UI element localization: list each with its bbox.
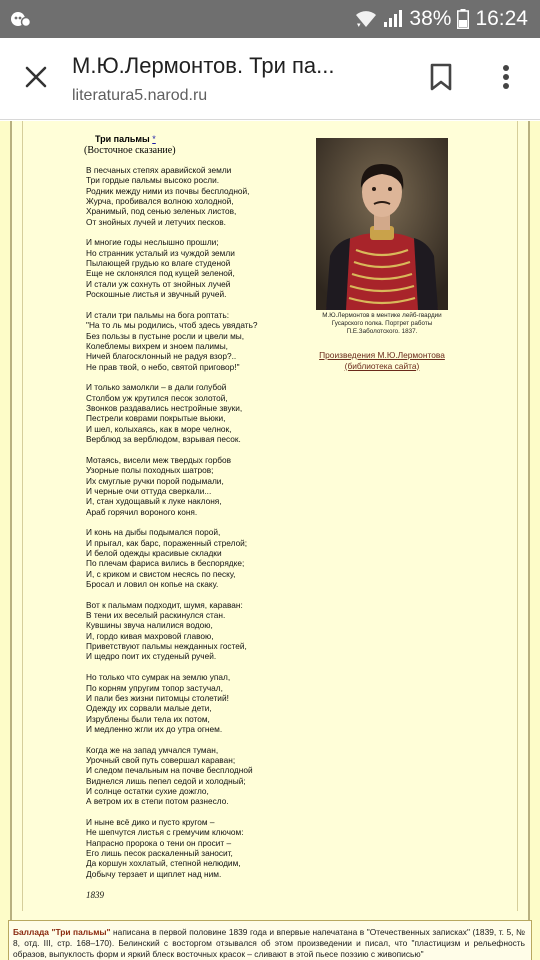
poem-line: Да коршун хохлатый, степной нелюдим, <box>86 858 241 869</box>
status-bar <box>0 0 540 38</box>
poem-year: 1839 <box>86 889 104 900</box>
poem-line: И стали три пальмы на бога роптать: <box>86 309 230 320</box>
poem-line: И стали уж сохнуть от знойных лучей <box>86 278 231 289</box>
poem-line: И, с криком и свистом несясь по песку, <box>86 568 236 579</box>
portrait-image <box>316 138 448 310</box>
poem-title <box>95 134 156 144</box>
bookmark-button[interactable] <box>425 62 457 96</box>
poem-line: И, гордо кивая махровой главою, <box>86 630 214 641</box>
poem-line: Изрублены были тела их потом, <box>86 713 210 724</box>
poem-line: В песчаных степях аравийской земли <box>86 165 232 175</box>
poem-line: Одежду их сорвали малые дети, <box>86 703 212 714</box>
poem-line: И шел, колыхаясь, как в море челнок, <box>86 423 232 434</box>
poem-line: Родник между ними из почвы бесплодной, <box>86 185 250 196</box>
poem-subtitle: (Восточное сказание) <box>84 145 176 156</box>
more-options-button[interactable] <box>490 62 522 96</box>
poem-line: Роскошные листья и звучный ручей. <box>86 289 227 300</box>
web-page <box>0 121 540 960</box>
poem-line: И медленно жгли их до утра огнем. <box>86 723 223 734</box>
more-vert-icon <box>502 64 510 95</box>
poem-line: Араб горячил вороного коня. <box>86 506 198 517</box>
poem-line: И щедро поит их студеный ручей. <box>86 651 217 662</box>
poem-line: Колеблемы вихрем и зноем палимы, <box>86 340 228 351</box>
bookmark-icon <box>430 63 452 96</box>
poem-stanza <box>86 527 306 589</box>
poem-line: И многие годы неслышно прошли; <box>86 237 219 248</box>
poem-line: Кувшины звуча налилися водою, <box>86 620 213 631</box>
signal-icon <box>383 10 403 28</box>
poem-line: Но странник усталый из чуждой земли <box>86 247 235 258</box>
poem-line: И прыгал, как барс, пораженный стрелой; <box>86 537 248 548</box>
poem-line: Столбом уж крутился песок золотой, <box>86 392 228 403</box>
poem-line: А ветром их в степи потом разнесло. <box>86 796 229 807</box>
poem-line: Без пользы в пустыне росли и цвели мы, <box>86 330 245 341</box>
poem-stanza <box>86 310 306 372</box>
portrait-caption: М.Ю.Лермонтов в ментике лейб-гвардии Гусарского полка. Портрет работы П.Е.Заболотского. 1837. <box>322 312 442 336</box>
poem-line: Виднелся лишь пепел седой и холодный; <box>86 775 246 786</box>
poem-line: Приветствуют пальмы нежданных гостей, <box>86 641 247 652</box>
poem-line: По корням упругим топор застучал, <box>86 682 223 693</box>
poem-line: И черные очи оттуда сверкали... <box>86 485 212 496</box>
poem-line: Когда же на запад умчался туман, <box>86 744 219 755</box>
footnote-link[interactable]: * <box>152 134 156 144</box>
poem-stanza <box>86 817 306 879</box>
ballad-note-lead: Баллада "Три пальмы" <box>13 927 111 937</box>
poem-text <box>86 165 306 900</box>
poem-line: Узорные полы походных шатров; <box>86 465 214 476</box>
poem-title-text: Три пальмы <box>95 134 150 144</box>
poem-stanza <box>86 165 306 227</box>
poem-line: И конь на дыбы подымался порой, <box>86 527 221 538</box>
clock: 16:24 <box>475 7 528 30</box>
poem-line: Еще не склонялся под кущей зеленой, <box>86 268 235 279</box>
poem-line: Бросал и ловил он копье на скаку. <box>86 578 219 589</box>
poem-line: По плечам фариса вились в беспорядке; <box>86 558 245 569</box>
poem-line: И пали без жизни питомцы столетий! <box>86 692 229 703</box>
wifi-icon <box>355 10 377 28</box>
poem-line: Добычу терзает и щиплет над ним. <box>86 868 222 879</box>
poem-line: В тени их веселый раскинулся стан. <box>86 610 226 621</box>
poem-line: Три гордые пальмы высоко росли. <box>86 175 220 186</box>
poem-line: Напрасно пророка о тени он просит – <box>86 837 232 848</box>
battery-icon <box>457 9 469 29</box>
poem-line: И только замолкли – в дали голубой <box>86 382 227 393</box>
svg-text:▾: ▾ <box>357 22 361 28</box>
poem-stanza <box>86 600 306 662</box>
custom-tab-header <box>0 38 540 120</box>
poem-line: Журча, пробивался волною холодной, <box>86 196 234 207</box>
poem-line: Звонков раздавались нестройные звуки, <box>86 403 243 414</box>
poem-line: Не шепчутся листья с гремучим ключом: <box>86 827 244 838</box>
poem-stanza <box>86 672 306 734</box>
poem-line: И солнце остатки сухие дожгло, <box>86 786 209 796</box>
battery-percent: 38% <box>409 7 452 30</box>
page-title: М.Ю.Лермонтов. Три па... <box>72 53 335 78</box>
poem-line: Урочный свой путь совершал караван; <box>86 754 236 765</box>
poem-line: Верблюд за верблюдом, взрывая песок. <box>86 434 241 445</box>
poem-line: От знойных лучей и летучих песков. <box>86 216 226 227</box>
poem-line: Но только что сумрак на землю упал, <box>86 672 231 683</box>
close-icon <box>25 66 47 93</box>
poem-line: И ныне всё дико и пусто кругом – <box>86 817 215 828</box>
ballad-note <box>8 920 532 960</box>
poem-stanza <box>86 455 306 517</box>
poem-line: И следом печальным на почве бесплодной <box>86 765 253 776</box>
poem-stanza <box>86 382 306 444</box>
game-controller-icon <box>10 10 32 28</box>
poem-line: И, стан худощавый к луке наклоня, <box>86 496 222 507</box>
close-button[interactable] <box>18 61 54 97</box>
poem-line: Хранимый, под сенью зеленых листов, <box>86 206 237 217</box>
poem-stanza <box>86 745 306 807</box>
works-library-link[interactable]: Произведения М.Ю.Лермонтова (библиотека сайта) <box>319 350 445 371</box>
poem-line: Пестрели коврами покрытые вьюки, <box>86 413 226 424</box>
poem-line: Их смуглые ручки порой подымали, <box>86 475 224 486</box>
poem-line: Его лишь песок раскаленный заносит, <box>86 848 233 859</box>
poem-line: И белой одежды красивые складки <box>86 547 222 558</box>
status-indicators <box>355 0 528 38</box>
poem-line: Ничей благосклонный не радуя взор?.. <box>86 351 237 362</box>
poem-line: "На то ль мы родились, чтоб здесь увядать? <box>86 320 258 331</box>
poem-line: Вот к пальмам подходит, шумя, караван: <box>86 599 243 610</box>
poem-stanza <box>86 237 306 299</box>
poem-line: Не прав твой, о небо, святой приговор!" <box>86 361 240 372</box>
page-url[interactable]: literatura5.narod.ru <box>72 87 208 104</box>
poem-line: Мотаясь, висели меж твердых горбов <box>86 454 231 465</box>
ballad-note-text: написана в первой половине 1839 года и впервые напечатана в "Отечественных записках" (1839, т. 5, № 8, отд. III, стр. 168–170). Белинский с восторгом отзывался об этом произведении и писал, что "пластицизм и рельефность образов, выпуклость форм и яркий блеск восточных красок – сливают в этой пьесе поэзию с живописью" <box>13 927 525 959</box>
poem-line: Пылающей грудью ко влаге студеной <box>86 258 231 269</box>
